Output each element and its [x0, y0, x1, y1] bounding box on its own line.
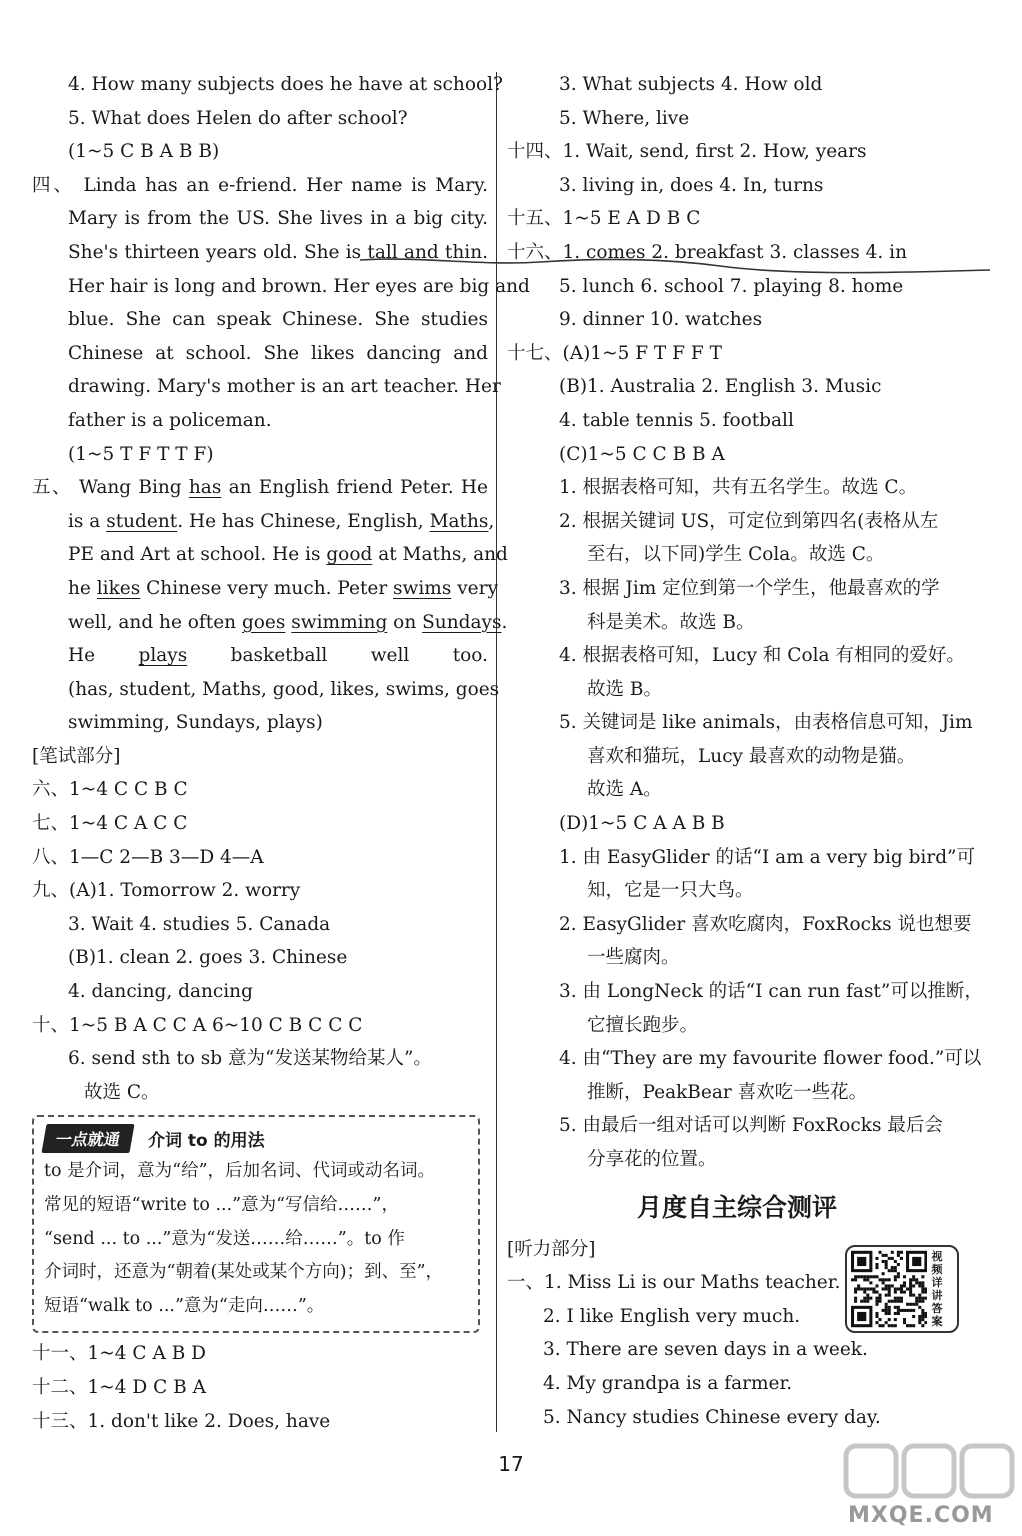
right-column	[507, 68, 983, 1434]
answer-line: Chinese at school. She likes dancing and	[68, 342, 488, 364]
filled-answer: goes	[241, 611, 286, 633]
answer-line: 故选 A。	[587, 779, 662, 801]
answer-line: 四、 Linda has an e-friend. Her name is Mary.	[32, 174, 488, 196]
answer-line: 4. dancing, dancing	[68, 981, 253, 1003]
answer-line: 3. Wait 4. studies 5. Canada	[68, 913, 331, 935]
answer-line: 2. I like English very much.	[543, 1305, 801, 1327]
answer-line: father is a policeman.	[68, 409, 272, 431]
passage-text: at Maths, and	[372, 544, 508, 566]
passage-text: is a	[68, 510, 107, 532]
tip-title: 介词 to 的用法	[148, 1130, 265, 1151]
answer-line: 至右，以下同)学生 Cola。故选 C。	[587, 544, 885, 566]
answer-line: 十四、1. Wait, send, first 2. How, years	[507, 141, 867, 163]
answer-line: 十三、1. don't like 2. Does, have	[32, 1410, 331, 1432]
answer-line: 2. 根据关键词 US，可定位到第四名(表格从左	[559, 510, 939, 532]
passage-text: an English friend Peter. He	[221, 477, 489, 499]
answer-line: 1. 根据表格可知，共有五名学生。故选 C。	[559, 477, 918, 499]
answer-line: 5. Nancy studies Chinese every day.	[543, 1406, 881, 1428]
passage-text: on	[387, 611, 423, 633]
answer-line: 5. Where, live	[559, 107, 690, 129]
filled-answer: has	[188, 477, 222, 499]
answer-line: 喜欢和猫玩，Lucy 最喜欢的动物是猫。	[587, 745, 916, 767]
passage-line	[32, 639, 488, 673]
passage-text: ,	[488, 510, 495, 532]
answer-line: [听力部分]	[507, 1238, 596, 1260]
answer-line: blue. She can speak Chinese. She studies	[68, 309, 488, 331]
answer-line: 9. dinner 10. watches	[559, 309, 763, 331]
tip-line: 短语“walk to ...”意为“走向……”。	[44, 1295, 325, 1316]
answer-line: 4. 由“They are my favourite flower food.”可以	[559, 1048, 982, 1070]
answer-line: She's thirteen years old. She is tall and thin.	[68, 241, 488, 263]
answer-line: 故选 B。	[587, 678, 662, 700]
answer-line: 知，它是一只大鸟。	[587, 880, 754, 902]
passage-text: very	[451, 577, 498, 599]
answer-line: (B)1. Australia 2. English 3. Music	[559, 376, 882, 398]
passage-text: 五、 Wang Bing	[32, 477, 189, 499]
answer-line: 4. table tennis 5. football	[559, 409, 794, 431]
passage-text: PE and Art at school. He is	[68, 544, 327, 566]
answer-line: 4. 根据表格可知，Lucy 和 Cola 有相同的爱好。	[559, 645, 965, 667]
answer-line: 六、1~4 C C B C	[32, 779, 188, 801]
answer-line: 3. 由 LongNeck 的话“I can run fast”可以推断，	[559, 981, 983, 1003]
answer-line: 6. send sth to sb 意为“发送某物给某人”。	[68, 1048, 432, 1070]
answer-line: 5. 由最后一组对话可以判断 FoxRocks 最后会	[559, 1115, 943, 1137]
answer-line: 1. 由 EasyGlider 的话“I am a very big bird”可	[559, 846, 975, 868]
tip-line: “send ... to ...”意为“发送……给……”。to 作	[44, 1228, 405, 1249]
answer-line: 5. lunch 6. school 7. playing 8. home	[559, 275, 904, 297]
tip-line: 介词时，还意为“朝着(某处或某个方向)；到、至”，	[44, 1262, 444, 1283]
passage-line	[32, 538, 508, 572]
answer-line: 它擅长跑步。	[587, 1014, 699, 1036]
answer-line: 十二、1~4 D C B A	[32, 1376, 207, 1398]
filled-answer: Maths	[429, 510, 489, 532]
answer-line: (1~5 T F T T F)	[68, 443, 214, 465]
passage-text: .	[501, 611, 508, 633]
answer-line: 4. How many subjects does he have at school?	[68, 74, 503, 95]
filled-answer: good	[326, 544, 373, 566]
answer-line: drawing. Mary's mother is an art teacher. Her	[68, 376, 501, 398]
answer-line: Mary is from the US. She lives in a big city.	[68, 208, 488, 230]
answer-line: 十五、1~5 E A D B C	[507, 208, 701, 230]
watermark-site: MXQE.COM	[848, 1503, 994, 1528]
answer-line: [笔试部分]	[32, 745, 121, 767]
tip-line: to 是介词，意为“给”，后加名词、代词或动名词。	[44, 1161, 436, 1182]
tip-tag: 一点就通	[41, 1124, 134, 1153]
answer-line: 分享花的位置。	[587, 1149, 717, 1170]
answer-line: 故选 C。	[84, 1081, 160, 1103]
answer-line: 八、1—C 2—B 3—D 4—A	[32, 846, 264, 868]
passage-text: he	[68, 577, 97, 599]
passage-line	[32, 505, 495, 539]
answer-line: 5. 关键词是 like animals，由表格信息可知，Jim	[559, 712, 973, 734]
answer-line: 5. What does Helen do after school?	[68, 107, 408, 129]
answer-line: 十七、(A)1~5 F T F F T	[507, 342, 722, 364]
answer-line: 九、(A)1. Tomorrow 2. worry	[32, 880, 301, 902]
answer-line: 2. EasyGlider 喜欢吃腐肉，FoxRocks 说也想要	[559, 913, 972, 935]
filled-answer: Sundays	[422, 611, 502, 633]
page-number: 17	[498, 1452, 524, 1476]
passage-text: . He has Chinese, English,	[177, 510, 430, 532]
tip-line: 常见的短语“write to ...”意为“写信给……”，	[44, 1195, 399, 1215]
answer-line: 十、1~5 B A C C A 6~10 C B C C C	[32, 1014, 363, 1036]
passage-line	[32, 471, 488, 505]
filled-answer: likes	[96, 577, 141, 599]
answer-line: (C)1~5 C C B B A	[559, 443, 725, 465]
answer-line: 一、1. Miss Li is our Maths teacher.	[507, 1272, 841, 1294]
qr-code-icon	[851, 1250, 927, 1328]
answer-line: 3. living in, does 4. In, turns	[559, 174, 824, 196]
qr-code[interactable]	[845, 1245, 959, 1333]
tip-box	[32, 1115, 480, 1333]
filled-answer: swimming	[291, 611, 388, 633]
answer-line: 十六、1. comes 2. breakfast 3. classes 4. in	[507, 241, 907, 263]
passage-text: well, and he often	[68, 611, 242, 633]
passage-text: basketball well too.	[187, 645, 488, 667]
answer-line: 3. What subjects 4. How old	[559, 74, 823, 95]
answer-line: 推断，PeakBear 喜欢吃一些花。	[587, 1081, 868, 1103]
answer-line: 十一、1~4 C A B D	[32, 1343, 207, 1365]
passage-line	[32, 606, 508, 640]
filled-answer: plays	[138, 645, 188, 667]
answer-line: 3. 根据 Jim 定位到第一个学生，他最喜欢的学	[559, 577, 940, 599]
answer-line: (has, student, Maths, good, likes, swims, goes	[68, 678, 500, 700]
passage-text: Chinese very much. Peter	[140, 577, 394, 599]
passage-text: He	[68, 645, 139, 667]
passage-line	[32, 572, 498, 606]
answer-line: swimming, Sundays, plays)	[68, 712, 323, 734]
answer-line: (D)1~5 C A A B B	[559, 813, 725, 835]
answer-line: 一些腐肉。	[587, 947, 680, 969]
answer-line: 七、1~4 C A C C	[32, 813, 188, 835]
qr-label: 视频详讲答案	[931, 1250, 943, 1328]
answer-line: (B)1. clean 2. goes 3. Chinese	[68, 947, 348, 969]
answer-line: 4. My grandpa is a farmer.	[543, 1372, 793, 1394]
answer-line: Her hair is long and brown. Her eyes are big and	[68, 275, 530, 297]
filled-answer: student	[106, 510, 178, 532]
section-heading: 月度自主综合测评	[636, 1192, 837, 1222]
filled-answer: swims	[393, 577, 452, 599]
left-column	[32, 68, 530, 1438]
answer-line: 科是美术。故选 B。	[587, 611, 755, 633]
answer-line: 3. There are seven days in a week.	[543, 1339, 868, 1361]
answer-line: (1~5 C B A B B)	[68, 141, 220, 163]
